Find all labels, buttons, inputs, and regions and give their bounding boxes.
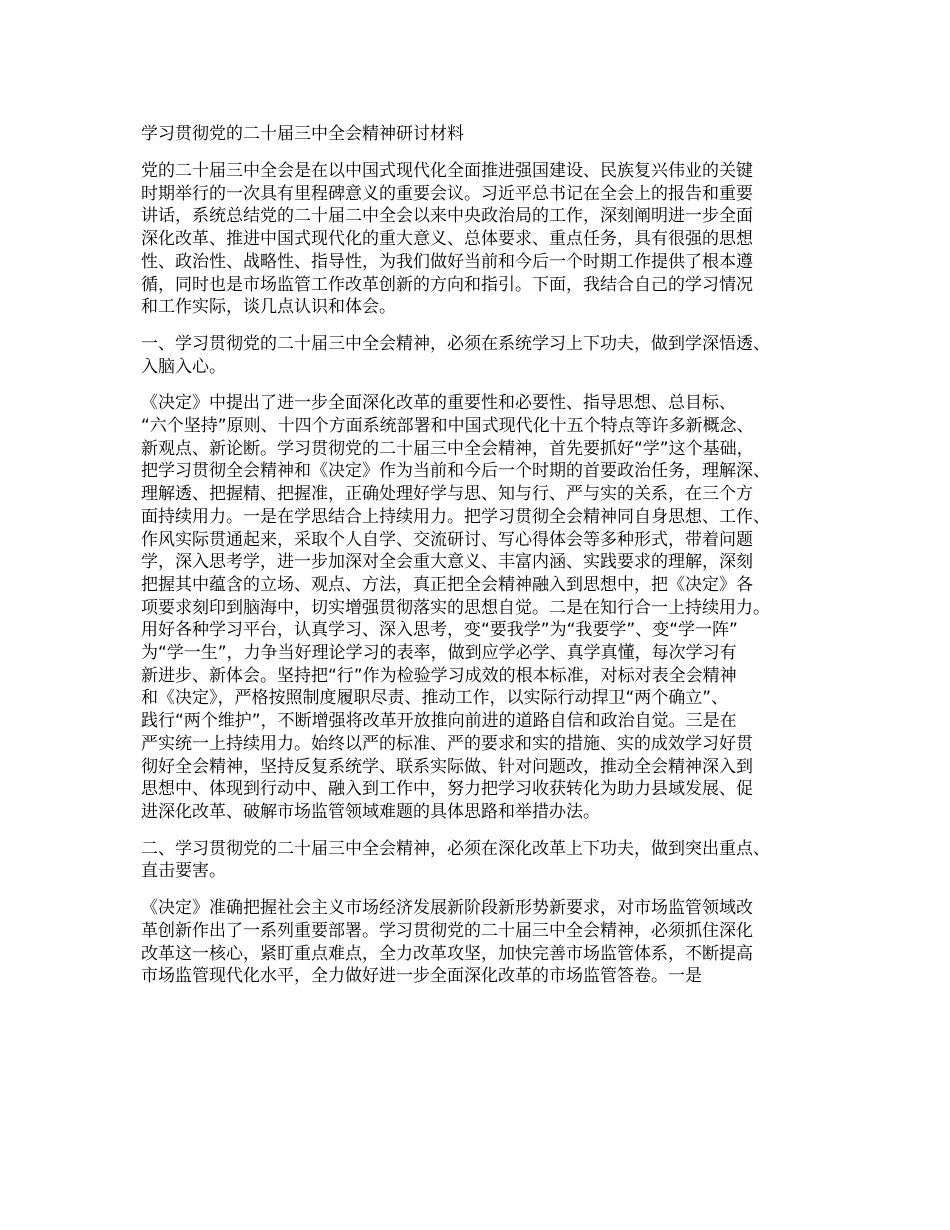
text-line: 把握其中蕴含的立场、观点、方法，真正把全会精神融入到思想中，把《决定》各 — [141, 574, 753, 595]
text-line: 时期举行的一次具有里程碑意义的重要会议。习近平总书记在全会上的报告和重要 — [141, 183, 753, 204]
text-line: 深化改革、推进中国式现代化的重大意义、总体要求、重点任务，具有很强的思想 — [141, 229, 753, 250]
text-line: 市场监管现代化水平，全力做好进一步全面深化改革的市场监管答卷。一是 — [141, 966, 702, 987]
text-line: 为“学一生”，力争当好理论学习的表率，做到应学必学、真学真懂，每次学习有 — [141, 643, 737, 664]
text-line: 《决定》准确把握社会主义市场经济发展新阶段新形势新要求，对市场监管领域改 — [141, 898, 753, 919]
text-line: 改革这一核心，紧盯重点难点，全力改革攻坚，加快完善市场监管体系，不断提高 — [141, 943, 753, 964]
text-line: 直击要害。 — [141, 861, 226, 882]
text-line: 革创新作出了一系列重要部署。学习贯彻党的二十届三中全会精神，必须抓住深化 — [141, 920, 753, 941]
text-line: 新观点、新论断。学习贯彻党的二十届三中全会精神，首先要抓好“学”这个基础， — [141, 438, 754, 459]
text-line: 严实统一上持续用力。始终以严的标准、严的要求和实的措施、实的成效学习好贯 — [141, 733, 753, 754]
text-line: 讲话，系统总结党的二十届二中全会以来中央政治局的工作，深刻阐明进一步全面 — [141, 206, 753, 227]
document-body — [141, 160, 831, 988]
section-body-2 — [141, 897, 831, 988]
section-heading-2 — [141, 838, 831, 883]
text-line: 和《决定》，严格按照制度履职尽责、推动工作，以实际行动捍卫“两个确立”、 — [141, 688, 729, 709]
text-line: 新进步、新体会。坚持把“行”作为检验学习成效的根本标准，对标对表全会精神 — [141, 665, 737, 686]
text-line: “六个坚持”原则、十四个方面系统部署和中国式现代化十五个特点等许多新概念、 — [141, 416, 754, 437]
text-line: 和工作实际，谈几点认识和体会。 — [141, 297, 396, 318]
text-line: 循，同时也是市场监管工作改革创新的方向和指引。下面，我结合自己的学习情况 — [141, 274, 753, 295]
text-line: 思想中、体现到行动中、融入到工作中，努力把学习收获转化为助力县域发展、促 — [141, 779, 753, 800]
text-line: 党的二十届三中全会是在以中国式现代化全面推进强国建设、民族复兴伟业的关键 — [141, 161, 753, 181]
document-title: 学习贯彻党的二十届三中全会精神研讨材料 — [141, 124, 464, 144]
text-line: 彻好全会精神，坚持反复系统学、联系实际做、针对问题改，推动全会精神深入到 — [141, 756, 753, 777]
text-line: 性、政治性、战略性、指导性，为我们做好当前和今后一个时期工作提供了根本遵 — [141, 251, 753, 272]
text-line: 用好各种学习平台，认真学习、深入思考，变“要我学”为“我要学”、变“学一阵” — [141, 620, 738, 641]
text-line: 《决定》中提出了进一步全面深化改革的重要性和必要性、指导思想、总目标、 — [141, 393, 736, 414]
text-line: 一、学习贯彻党的二十届三中全会精神，必须在系统学习上下功夫，做到学深悟透、 — [141, 333, 770, 354]
section-heading-1 — [141, 333, 831, 378]
text-line: 面持续用力。一是在学思结合上持续用力。把学习贯彻全会精神同自身思想、工作、 — [141, 506, 770, 527]
text-line: 理解透、把握精、把握准，正确处理好学与思、知与行、严与实的关系，在三个方 — [141, 484, 753, 505]
document-page — [141, 122, 831, 1002]
text-line: 项要求刻印到脑海中，切实增强贯彻落实的思想自觉。二是在知行合一上持续用力。 — [141, 597, 770, 618]
text-line: 作风实际贯通起来，采取个人自学、交流研讨、写心得体会等多种形式，带着问题 — [141, 529, 753, 550]
text-line: 学，深入思考学，进一步加深对全会重大意义、丰富内涵、实践要求的理解，深刻 — [141, 552, 753, 573]
section-body-1 — [141, 392, 831, 823]
text-line: 把学习贯彻全会精神和《决定》作为当前和今后一个时期的首要政治任务，理解深、 — [141, 461, 770, 482]
text-line: 进深化改革、破解市场监管领域难题的具体思路和举措办法。 — [141, 801, 600, 822]
text-line: 践行“两个维护”，不断增强将改革开放推向前进的道路自信和政治自觉。三是在 — [141, 711, 737, 732]
text-line: 入脑入心。 — [141, 356, 226, 377]
intro-paragraph — [141, 160, 831, 319]
text-line: 二、学习贯彻党的二十届三中全会精神，必须在深化改革上下功夫，做到突出重点、 — [141, 838, 770, 859]
